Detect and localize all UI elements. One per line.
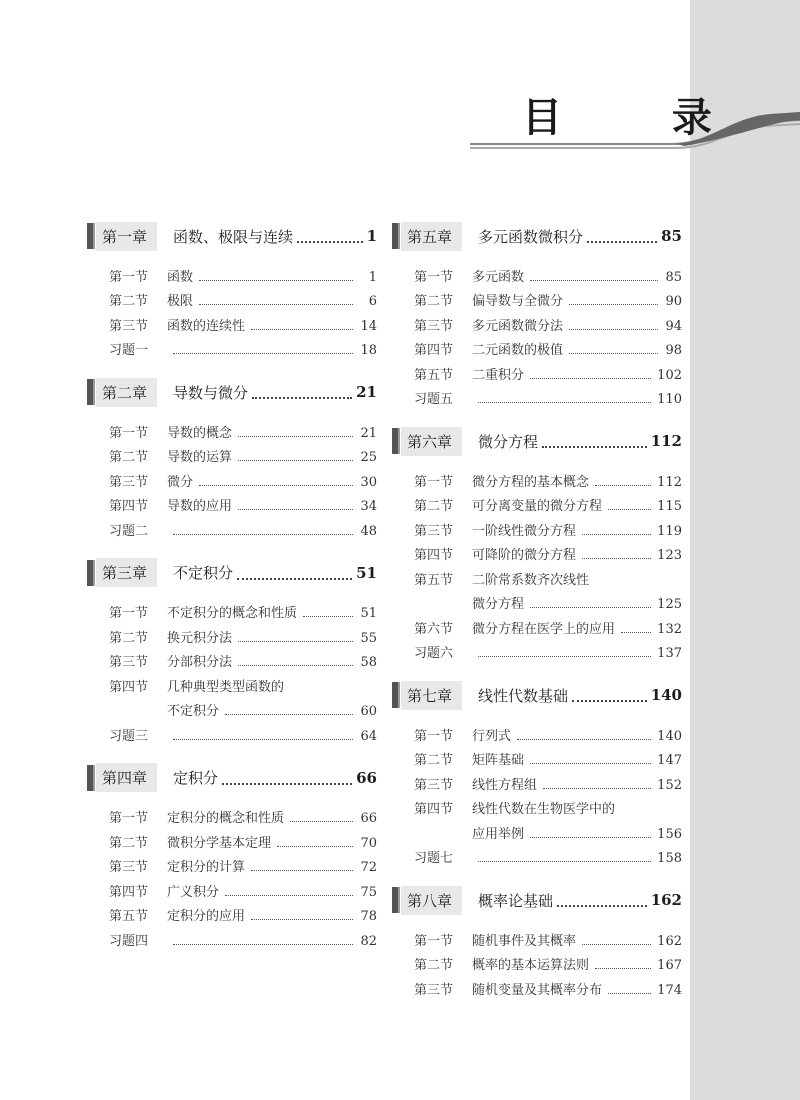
section-title: 导数的应用: [167, 499, 233, 514]
section-number: 第二节: [414, 294, 454, 309]
section-title: 多元函数微分法: [472, 318, 564, 334]
section-number: 习题一: [109, 343, 149, 358]
section-number: 习题六: [414, 646, 454, 661]
section-number: 第三节: [109, 655, 149, 670]
chapter-page: 21: [356, 383, 377, 401]
section-list: [87, 802, 377, 949]
dot-leader: [595, 968, 651, 969]
section-entry[interactable]: [109, 826, 377, 851]
section-number: 第四节: [414, 343, 454, 358]
dot-leader: [478, 656, 651, 657]
dot-leader: [587, 229, 657, 243]
section-page: 51: [360, 606, 377, 621]
section-number: 第一节: [109, 606, 149, 621]
chapter-number: 第八章: [401, 886, 462, 915]
section-page: 140: [657, 728, 682, 744]
dot-leader: [530, 280, 658, 281]
chapter-marker: [87, 223, 93, 249]
dot-leader: [297, 229, 363, 243]
dot-leader: [621, 632, 651, 633]
section-number: 第二节: [414, 499, 454, 514]
section-entry[interactable]: [109, 924, 377, 949]
dot-leader: [238, 641, 353, 642]
section-page: 1: [368, 269, 377, 285]
section-number: 习题五: [414, 392, 454, 407]
dot-leader: [173, 944, 353, 945]
section-page: 60: [360, 704, 377, 719]
chapter-number: 第七章: [401, 681, 462, 710]
section-title: 不定积分的概念和性质: [167, 606, 298, 621]
section-page: 174: [657, 982, 682, 998]
section-number: 第三节: [414, 982, 454, 998]
section-page: 132: [657, 621, 682, 637]
section-number: 第二节: [109, 835, 149, 851]
page-title: 目 录: [522, 95, 760, 141]
chapter-block: [87, 762, 377, 949]
chapter-page: 140: [650, 686, 682, 704]
chapter-heading[interactable]: [392, 884, 682, 916]
section-entry[interactable]: [414, 563, 682, 588]
dot-leader: [582, 558, 651, 559]
chapter-page: 66: [356, 768, 377, 787]
dot-leader: [543, 788, 651, 789]
section-number: 第四节: [414, 548, 454, 563]
section-entry[interactable]: [109, 441, 377, 466]
dot-leader: [530, 837, 651, 838]
section-entry[interactable]: [414, 842, 682, 867]
section-number: 习题四: [109, 933, 149, 949]
section-page: 125: [657, 597, 682, 612]
section-page: 147: [657, 753, 682, 768]
section-entry[interactable]: [109, 597, 377, 622]
section-title: 随机变量及其概率分布: [472, 982, 603, 998]
chapter-title: 微分方程: [478, 432, 539, 451]
section-title: 偏导数与全微分: [472, 294, 564, 309]
section-entry[interactable]: [109, 260, 377, 285]
section-number: 第六节: [414, 621, 454, 637]
section-page: 75: [360, 884, 377, 900]
chapter-title: 定积分: [173, 769, 219, 787]
section-list: [392, 924, 682, 998]
section-title: 一阶线性微分方程: [472, 523, 577, 539]
chapter-heading[interactable]: [87, 376, 377, 408]
chapter-title: 线性代数基础: [478, 686, 569, 705]
section-entry[interactable]: [414, 924, 682, 949]
section-page: 21: [360, 425, 377, 441]
section-title: 换元积分法: [167, 630, 233, 646]
section-page: 152: [657, 777, 682, 793]
section-page: 167: [657, 958, 682, 973]
section-number: 第四节: [109, 679, 149, 695]
chapter-title: 导数与微分: [173, 383, 249, 402]
section-page: 110: [657, 392, 682, 407]
dot-leader: [530, 607, 651, 608]
dot-leader: [222, 771, 352, 785]
section-entry[interactable]: [414, 539, 682, 564]
section-number: 第四节: [414, 802, 454, 817]
dot-leader: [530, 378, 651, 379]
section-entry-continued[interactable]: [414, 588, 682, 613]
section-page: 158: [657, 851, 682, 866]
section-number: 第四节: [109, 499, 149, 514]
section-entry[interactable]: [109, 309, 377, 334]
section-page: 115: [657, 499, 682, 514]
section-entry[interactable]: [414, 260, 682, 285]
dot-leader: [608, 993, 651, 994]
section-number: 第一节: [414, 269, 454, 285]
section-number: 第五节: [414, 367, 454, 383]
section-entry[interactable]: [109, 875, 377, 900]
section-entry[interactable]: [109, 719, 377, 744]
chapter-title: 概率论基础: [478, 891, 554, 910]
dot-leader: [582, 534, 651, 535]
section-number: 第五节: [414, 572, 454, 588]
dot-leader: [303, 616, 353, 617]
section-entry[interactable]: [414, 949, 682, 974]
section-title: 几种典型类型函数的: [167, 679, 285, 695]
section-list: [392, 260, 682, 407]
chapter-marker: [87, 765, 93, 791]
section-number: 第二节: [109, 294, 149, 309]
section-page: 25: [360, 450, 377, 465]
section-page: 85: [665, 269, 682, 285]
dot-leader: [542, 434, 647, 448]
dot-leader: [478, 402, 651, 403]
chapter-title: 不定积分: [173, 564, 234, 582]
section-page: 70: [360, 835, 377, 851]
section-number: 第一节: [414, 933, 454, 949]
section-page: 72: [360, 860, 377, 875]
section-number: 第三节: [414, 523, 454, 539]
chapter-page: 112: [650, 432, 682, 450]
chapter-page: 162: [650, 891, 682, 909]
section-entry[interactable]: [109, 646, 377, 671]
dot-leader: [252, 385, 352, 399]
dot-leader: [238, 460, 353, 461]
dot-leader: [582, 944, 651, 945]
section-number: 习题二: [109, 523, 149, 539]
dot-leader: [225, 714, 353, 715]
section-title: 定积分的概念和性质: [167, 811, 285, 826]
section-page: 30: [360, 474, 377, 490]
section-page: 102: [657, 367, 682, 383]
dot-leader: [595, 485, 651, 486]
section-title: 极限: [167, 294, 194, 309]
chapter-heading[interactable]: [87, 220, 377, 252]
section-title: 微积分学基本定理: [167, 835, 272, 851]
section-entry[interactable]: [414, 612, 682, 637]
section-title: 导数的运算: [167, 450, 233, 465]
section-entry[interactable]: [109, 802, 377, 827]
dot-leader: [251, 919, 353, 920]
chapter-block: [392, 425, 682, 661]
section-page: 55: [360, 630, 377, 646]
section-number: 第一节: [109, 425, 149, 441]
section-entry[interactable]: [414, 514, 682, 539]
section-page: 66: [360, 811, 377, 826]
section-number: 第三节: [414, 318, 454, 334]
chapter-marker: [87, 560, 93, 586]
chapter-heading[interactable]: [392, 220, 682, 252]
section-number: 第一节: [109, 811, 149, 826]
section-number: 第一节: [109, 269, 149, 285]
dot-leader: [517, 739, 651, 740]
section-page: 34: [360, 499, 377, 514]
section-title: 二元函数的极值: [472, 343, 564, 358]
chapter-heading[interactable]: [87, 762, 377, 794]
dot-leader: [478, 861, 651, 862]
section-page: 119: [657, 523, 682, 539]
section-entry[interactable]: [414, 744, 682, 769]
section-entry[interactable]: [414, 973, 682, 998]
section-entry[interactable]: [109, 621, 377, 646]
chapter-number: 第四章: [96, 763, 157, 792]
chapter-block: [87, 557, 377, 744]
section-title: 定积分的计算: [167, 860, 246, 875]
chapter-marker: [392, 887, 398, 913]
toc-right-column: [392, 220, 682, 1016]
chapter-title: 多元函数微积分: [478, 227, 584, 246]
chapter-heading[interactable]: [392, 679, 682, 711]
section-number: 第一节: [414, 728, 454, 744]
chapter-page: 51: [356, 563, 377, 582]
section-entry-continued[interactable]: [414, 817, 682, 842]
section-number: 第二节: [109, 630, 149, 646]
chapter-page: 85: [661, 227, 682, 245]
section-list: [87, 416, 377, 539]
dot-leader: [530, 763, 651, 764]
dot-leader: [569, 304, 658, 305]
section-number: 第四节: [109, 884, 149, 900]
section-page: 162: [657, 933, 682, 949]
chapter-number: 第二章: [96, 378, 157, 407]
section-entry[interactable]: [414, 383, 682, 408]
section-title: 分部积分法: [167, 655, 233, 670]
section-page: 78: [360, 909, 377, 924]
chapter-block: [392, 220, 682, 407]
section-title: 微分: [167, 474, 194, 490]
section-number: 第三节: [109, 860, 149, 875]
section-title: 线性方程组: [472, 777, 538, 793]
section-list: [392, 719, 682, 866]
dot-leader: [569, 329, 658, 330]
section-title-continued: 微分方程: [472, 597, 525, 612]
section-page: 112: [657, 474, 682, 490]
dot-leader: [572, 688, 647, 702]
section-title: 概率的基本运算法则: [472, 958, 590, 973]
chapter-block: [87, 220, 377, 358]
section-number: 习题三: [109, 728, 149, 744]
chapter-block: [87, 376, 377, 539]
section-list: [87, 597, 377, 744]
chapter-heading[interactable]: [392, 425, 682, 457]
chapter-marker: [392, 682, 398, 708]
section-entry[interactable]: [109, 416, 377, 441]
section-title: 微分方程的基本概念: [472, 474, 590, 490]
section-page: 156: [657, 826, 682, 842]
dot-leader: [199, 304, 353, 305]
section-page: 98: [665, 343, 682, 358]
section-entry[interactable]: [109, 334, 377, 359]
dot-leader: [277, 846, 353, 847]
section-title: 线性代数在生物医学中的: [472, 802, 616, 817]
chapter-title: 函数、极限与连续: [173, 227, 294, 246]
section-page: 14: [360, 318, 377, 334]
section-number: 第三节: [109, 318, 149, 334]
section-list: [87, 260, 377, 358]
section-number: 习题七: [414, 851, 454, 866]
section-number: 第二节: [414, 753, 454, 768]
section-page: 137: [657, 646, 682, 661]
section-page: 123: [657, 548, 682, 563]
dot-leader: [173, 353, 353, 354]
dot-leader: [199, 485, 353, 486]
right-gray-band: [690, 0, 800, 1100]
chapter-number: 第三章: [96, 558, 157, 587]
section-entry[interactable]: [414, 768, 682, 793]
section-title: 定积分的应用: [167, 909, 246, 924]
section-title: 导数的概念: [167, 425, 233, 441]
section-entry[interactable]: [109, 465, 377, 490]
section-list: [392, 465, 682, 661]
dot-leader: [173, 739, 353, 740]
section-number: 第二节: [414, 958, 454, 973]
section-title: 多元函数: [472, 269, 525, 285]
chapter-marker: [87, 379, 93, 405]
dot-leader: [238, 509, 353, 510]
section-page: 82: [360, 933, 377, 949]
dot-leader: [238, 665, 353, 666]
section-entry-continued[interactable]: [109, 695, 377, 720]
dot-leader: [238, 436, 353, 437]
section-title: 可分离变量的微分方程: [472, 499, 603, 514]
section-entry[interactable]: [414, 309, 682, 334]
section-number: 第三节: [109, 474, 149, 490]
section-page: 48: [360, 523, 377, 539]
section-entry[interactable]: [414, 285, 682, 310]
dot-leader: [557, 893, 647, 907]
section-entry[interactable]: [109, 900, 377, 925]
section-number: 第二节: [109, 450, 149, 465]
section-title: 矩阵基础: [472, 753, 525, 768]
section-entry[interactable]: [109, 490, 377, 515]
section-entry[interactable]: [414, 719, 682, 744]
section-page: 90: [665, 294, 682, 309]
dot-leader: [237, 566, 352, 580]
section-title-continued: 应用举例: [472, 826, 525, 842]
chapter-marker: [392, 428, 398, 454]
section-title: 二重积分: [472, 367, 525, 383]
section-entry[interactable]: [109, 514, 377, 539]
section-entry[interactable]: [414, 793, 682, 818]
chapter-heading[interactable]: [87, 557, 377, 589]
section-page: 64: [360, 728, 377, 744]
section-title: 行列式: [472, 728, 512, 744]
section-title: 二阶常系数齐次线性: [472, 572, 590, 588]
section-title: 函数: [167, 269, 194, 285]
dot-leader: [225, 895, 353, 896]
chapter-page: 1: [366, 227, 377, 245]
dot-leader: [251, 329, 353, 330]
chapter-marker: [392, 223, 398, 249]
section-page: 94: [665, 318, 682, 334]
section-entry[interactable]: [414, 358, 682, 383]
section-entry[interactable]: [109, 851, 377, 876]
section-number: 第三节: [414, 777, 454, 793]
dot-leader: [569, 353, 658, 354]
chapter-number: 第一章: [96, 222, 157, 251]
section-number: 第五节: [109, 909, 149, 924]
section-entry[interactable]: [414, 490, 682, 515]
chapter-number: 第六章: [401, 427, 462, 456]
chapter-block: [392, 884, 682, 998]
section-title: 函数的连续性: [167, 318, 246, 334]
section-entry[interactable]: [109, 285, 377, 310]
section-title-continued: 不定积分: [167, 704, 220, 719]
section-entry[interactable]: [414, 637, 682, 662]
section-page: 58: [360, 655, 377, 670]
section-entry[interactable]: [414, 334, 682, 359]
section-title: 广义积分: [167, 884, 220, 900]
dot-leader: [251, 870, 353, 871]
section-title: 随机事件及其概率: [472, 933, 577, 949]
section-page: 18: [360, 343, 377, 358]
dot-leader: [608, 509, 651, 510]
section-page: 6: [368, 294, 377, 309]
section-entry[interactable]: [109, 670, 377, 695]
dot-leader: [173, 534, 353, 535]
dot-leader: [199, 280, 353, 281]
section-entry[interactable]: [414, 465, 682, 490]
chapter-number: 第五章: [401, 222, 462, 251]
section-number: 第一节: [414, 474, 454, 490]
section-title: 微分方程在医学上的应用: [472, 621, 616, 637]
dot-leader: [290, 821, 353, 822]
section-title: 可降阶的微分方程: [472, 548, 577, 563]
toc-left-column: [87, 220, 377, 967]
chapter-block: [392, 679, 682, 866]
